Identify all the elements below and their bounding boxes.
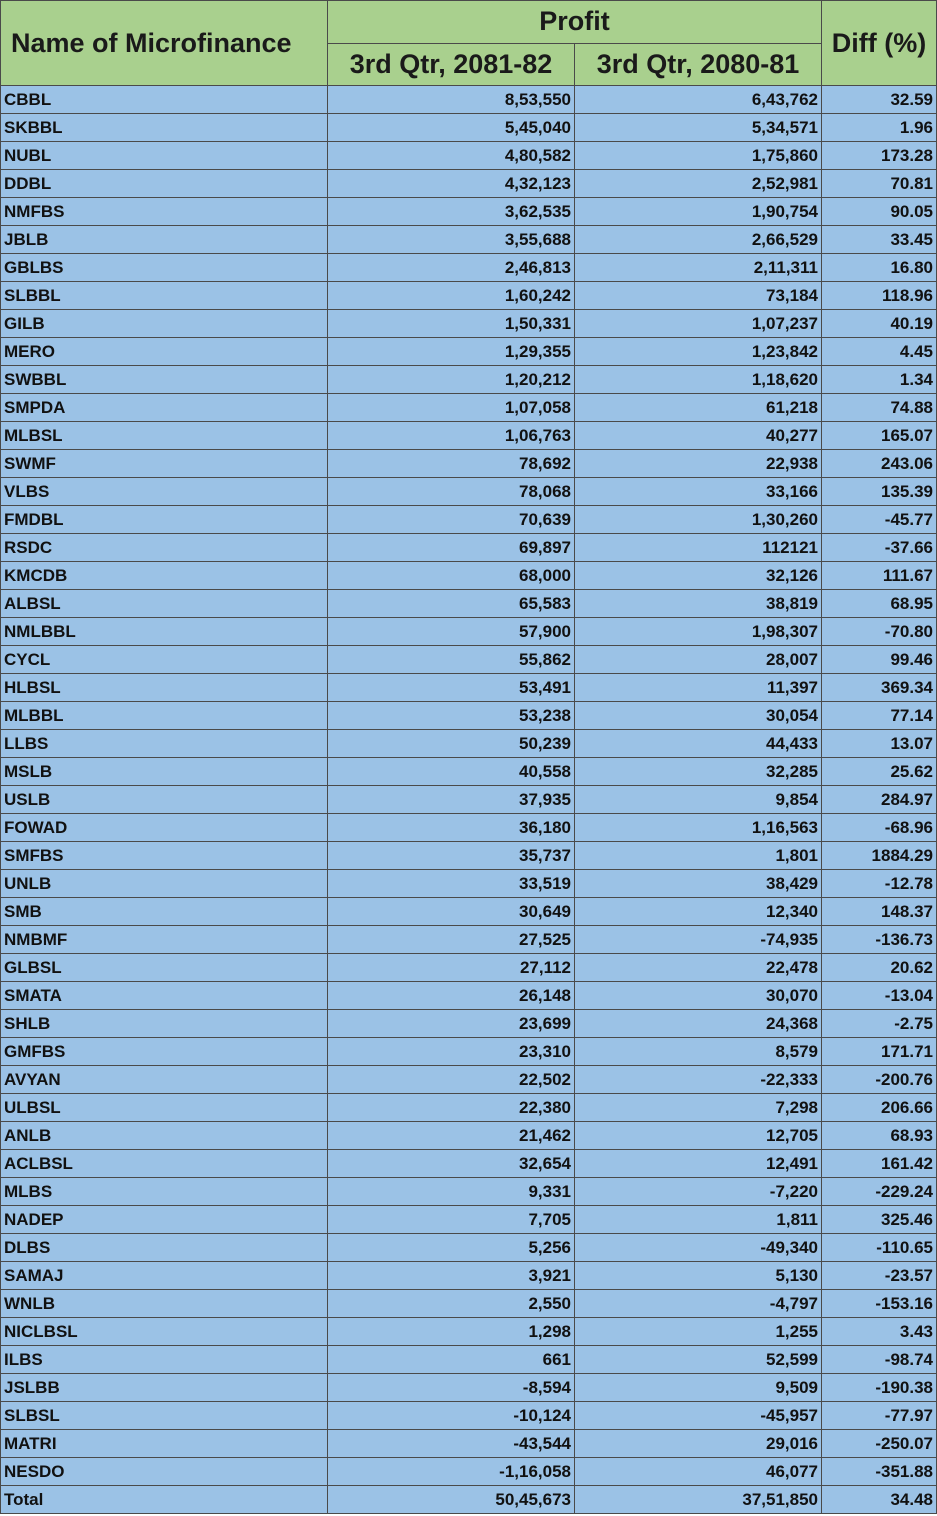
diff-percent-cell: 32.59	[822, 86, 937, 114]
microfinance-name-cell: MSLB	[1, 758, 328, 786]
table-row	[1, 814, 937, 842]
microfinance-name-cell: Total	[1, 1486, 328, 1514]
profit-2081-82-cell: 36,180	[328, 814, 575, 842]
diff-percent-cell: 165.07	[822, 422, 937, 450]
microfinance-name-cell: SAMAJ	[1, 1262, 328, 1290]
profit-2081-82-cell: 1,50,331	[328, 310, 575, 338]
microfinance-name-cell: ALBSL	[1, 590, 328, 618]
profit-2081-82-cell: 55,862	[328, 646, 575, 674]
profit-2081-82-cell: 4,80,582	[328, 142, 575, 170]
table-row	[1, 226, 937, 254]
profit-2081-82-cell: 1,20,212	[328, 366, 575, 394]
profit-2081-82-cell: -10,124	[328, 1402, 575, 1430]
profit-2081-82-cell: 1,29,355	[328, 338, 575, 366]
table-row	[1, 926, 937, 954]
profit-2081-82-cell: 23,310	[328, 1038, 575, 1066]
diff-percent-cell: -23.57	[822, 1262, 937, 1290]
microfinance-name-cell: ANLB	[1, 1122, 328, 1150]
table-row	[1, 198, 937, 226]
table-row	[1, 170, 937, 198]
microfinance-name-cell: SLBSL	[1, 1402, 328, 1430]
profit-2080-81-cell: 2,11,311	[575, 254, 822, 282]
profit-2080-81-cell: 52,599	[575, 1346, 822, 1374]
diff-percent-cell: 118.96	[822, 282, 937, 310]
table-row	[1, 1010, 937, 1038]
profit-2080-81-cell: 2,66,529	[575, 226, 822, 254]
table-body	[1, 86, 937, 1514]
profit-2081-82-cell: 27,112	[328, 954, 575, 982]
microfinance-name-cell: MATRI	[1, 1430, 328, 1458]
table-row	[1, 1290, 937, 1318]
table-row	[1, 254, 937, 282]
profit-2080-81-cell: 28,007	[575, 646, 822, 674]
table-row	[1, 422, 937, 450]
microfinance-name-cell: DDBL	[1, 170, 328, 198]
profit-2081-82-cell: 68,000	[328, 562, 575, 590]
profit-2081-82-cell: 8,53,550	[328, 86, 575, 114]
microfinance-name-cell: ACLBSL	[1, 1150, 328, 1178]
profit-2080-81-cell: 9,509	[575, 1374, 822, 1402]
total-row	[1, 1486, 937, 1514]
diff-percent-cell: 40.19	[822, 310, 937, 338]
profit-2081-82-cell: 21,462	[328, 1122, 575, 1150]
profit-2080-81-cell: 40,277	[575, 422, 822, 450]
profit-2081-82-cell: 53,238	[328, 702, 575, 730]
microfinance-name-cell: GILB	[1, 310, 328, 338]
profit-2080-81-cell: 1,23,842	[575, 338, 822, 366]
diff-percent-cell: -12.78	[822, 870, 937, 898]
profit-2081-82-cell: 78,068	[328, 478, 575, 506]
table-row	[1, 1122, 937, 1150]
profit-2081-82-cell: 70,639	[328, 506, 575, 534]
table-row	[1, 646, 937, 674]
profit-2080-81-cell: 1,07,237	[575, 310, 822, 338]
microfinance-name-cell: GBLBS	[1, 254, 328, 282]
name-column-header: Name of Microfinance	[1, 1, 328, 86]
table-row	[1, 534, 937, 562]
diff-percent-cell: 4.45	[822, 338, 937, 366]
profit-2081-82-cell: 3,921	[328, 1262, 575, 1290]
profit-2080-81-cell: 38,429	[575, 870, 822, 898]
table-row	[1, 1430, 937, 1458]
diff-percent-cell: -2.75	[822, 1010, 937, 1038]
diff-percent-cell: -153.16	[822, 1290, 937, 1318]
profit-2081-82-cell: 22,502	[328, 1066, 575, 1094]
profit-2080-81-cell: 1,801	[575, 842, 822, 870]
diff-percent-cell: 148.37	[822, 898, 937, 926]
profit-2081-82-cell: 5,256	[328, 1234, 575, 1262]
diff-percent-cell: -190.38	[822, 1374, 937, 1402]
table-row	[1, 590, 937, 618]
microfinance-name-cell: USLB	[1, 786, 328, 814]
diff-percent-cell: 161.42	[822, 1150, 937, 1178]
profit-2081-82-cell: 53,491	[328, 674, 575, 702]
microfinance-name-cell: SMB	[1, 898, 328, 926]
microfinance-name-cell: GMFBS	[1, 1038, 328, 1066]
table-row	[1, 338, 937, 366]
profit-2081-82-cell: 2,550	[328, 1290, 575, 1318]
diff-percent-cell: 206.66	[822, 1094, 937, 1122]
microfinance-name-cell: GLBSL	[1, 954, 328, 982]
diff-percent-cell: -45.77	[822, 506, 937, 534]
microfinance-name-cell: UNLB	[1, 870, 328, 898]
profit-2081-82-cell: 3,62,535	[328, 198, 575, 226]
diff-percent-cell: 33.45	[822, 226, 937, 254]
profit-2081-82-cell: 661	[328, 1346, 575, 1374]
profit-2081-82-cell: 57,900	[328, 618, 575, 646]
profit-2080-81-cell: 1,30,260	[575, 506, 822, 534]
profit-2081-82-cell: 2,46,813	[328, 254, 575, 282]
diff-percent-cell: 111.67	[822, 562, 937, 590]
diff-percent-cell: 99.46	[822, 646, 937, 674]
microfinance-name-cell: MLBS	[1, 1178, 328, 1206]
microfinance-name-cell: SWMF	[1, 450, 328, 478]
profit-2080-81-cell: 7,298	[575, 1094, 822, 1122]
profit-2081-82-cell: 50,45,673	[328, 1486, 575, 1514]
table-row	[1, 394, 937, 422]
profit-2081-82-cell: 50,239	[328, 730, 575, 758]
profit-2080-81-cell: 46,077	[575, 1458, 822, 1486]
profit-2081-82-cell: 4,32,123	[328, 170, 575, 198]
table-row	[1, 1038, 937, 1066]
profit-2080-81-cell: 1,16,563	[575, 814, 822, 842]
microfinance-name-cell: MERO	[1, 338, 328, 366]
diff-percent-cell: 325.46	[822, 1206, 937, 1234]
profit-2081-82-cell: 3,55,688	[328, 226, 575, 254]
microfinance-name-cell: CBBL	[1, 86, 328, 114]
table-row	[1, 702, 937, 730]
microfinance-name-cell: SHLB	[1, 1010, 328, 1038]
diff-percent-cell: -37.66	[822, 534, 937, 562]
table-row	[1, 1234, 937, 1262]
profit-2081-82-cell: 1,07,058	[328, 394, 575, 422]
profit-2081-82-cell: 78,692	[328, 450, 575, 478]
profit-2080-81-cell: 1,90,754	[575, 198, 822, 226]
profit-2081-82-cell: 40,558	[328, 758, 575, 786]
diff-column-header: Diff (%)	[822, 1, 937, 86]
diff-percent-cell: 77.14	[822, 702, 937, 730]
microfinance-name-cell: SWBBL	[1, 366, 328, 394]
profit-2081-82-cell: 9,331	[328, 1178, 575, 1206]
table-row	[1, 478, 937, 506]
diff-percent-cell: 173.28	[822, 142, 937, 170]
microfinance-name-cell: FOWAD	[1, 814, 328, 842]
diff-percent-cell: 70.81	[822, 170, 937, 198]
table-row	[1, 1402, 937, 1430]
profit-2081-82-cell: 5,45,040	[328, 114, 575, 142]
diff-percent-cell: -110.65	[822, 1234, 937, 1262]
microfinance-name-cell: DLBS	[1, 1234, 328, 1262]
microfinance-name-cell: SLBBL	[1, 282, 328, 310]
profit-2081-82-cell: 27,525	[328, 926, 575, 954]
profit-2081-82-cell: -1,16,058	[328, 1458, 575, 1486]
diff-percent-cell: -200.76	[822, 1066, 937, 1094]
diff-percent-cell: 1884.29	[822, 842, 937, 870]
diff-percent-cell: 13.07	[822, 730, 937, 758]
profit-2080-81-cell: 37,51,850	[575, 1486, 822, 1514]
profit-2080-81-cell: 12,340	[575, 898, 822, 926]
table-row	[1, 1150, 937, 1178]
microfinance-name-cell: FMDBL	[1, 506, 328, 534]
diff-percent-cell: -70.80	[822, 618, 937, 646]
diff-percent-cell: 25.62	[822, 758, 937, 786]
table-row	[1, 758, 937, 786]
profit-2080-81-cell: -74,935	[575, 926, 822, 954]
profit-2080-81-cell: -22,333	[575, 1066, 822, 1094]
profit-2080-81-cell: -7,220	[575, 1178, 822, 1206]
table-row	[1, 1206, 937, 1234]
profit-2080-81-cell: 12,705	[575, 1122, 822, 1150]
diff-percent-cell: -136.73	[822, 926, 937, 954]
table-row	[1, 954, 937, 982]
table-row	[1, 562, 937, 590]
diff-percent-cell: 68.93	[822, 1122, 937, 1150]
profit-2080-81-cell: 1,75,860	[575, 142, 822, 170]
profit-2080-81-cell: 5,34,571	[575, 114, 822, 142]
diff-percent-cell: 171.71	[822, 1038, 937, 1066]
profit-2080-81-cell: 38,819	[575, 590, 822, 618]
profit-2080-81-cell: 8,579	[575, 1038, 822, 1066]
profit-2080-81-cell: 33,166	[575, 478, 822, 506]
microfinance-name-cell: HLBSL	[1, 674, 328, 702]
diff-percent-cell: -98.74	[822, 1346, 937, 1374]
profit-2080-81-cell: 61,218	[575, 394, 822, 422]
profit-2080-81-cell: 22,478	[575, 954, 822, 982]
diff-percent-cell: 284.97	[822, 786, 937, 814]
profit-2081-82-cell: 23,699	[328, 1010, 575, 1038]
profit-2081-82-cell: 32,654	[328, 1150, 575, 1178]
profit-2080-81-cell: 30,070	[575, 982, 822, 1010]
microfinance-name-cell: ILBS	[1, 1346, 328, 1374]
diff-percent-cell: 34.48	[822, 1486, 937, 1514]
q-2080-81-header: 3rd Qtr, 2080-81	[575, 43, 822, 86]
table-row	[1, 618, 937, 646]
profit-2080-81-cell: 5,130	[575, 1262, 822, 1290]
profit-2080-81-cell: 73,184	[575, 282, 822, 310]
profit-2081-82-cell: 33,519	[328, 870, 575, 898]
profit-2081-82-cell: 37,935	[328, 786, 575, 814]
table-row	[1, 674, 937, 702]
q-2081-82-header: 3rd Qtr, 2081-82	[328, 43, 575, 86]
table-row	[1, 730, 937, 758]
profit-2081-82-cell: 1,06,763	[328, 422, 575, 450]
profit-2080-81-cell: 12,491	[575, 1150, 822, 1178]
microfinance-name-cell: NADEP	[1, 1206, 328, 1234]
diff-percent-cell: -68.96	[822, 814, 937, 842]
microfinance-name-cell: ULBSL	[1, 1094, 328, 1122]
microfinance-name-cell: MLBBL	[1, 702, 328, 730]
microfinance-name-cell: CYCL	[1, 646, 328, 674]
profit-2081-82-cell: 1,298	[328, 1318, 575, 1346]
profit-2080-81-cell: -45,957	[575, 1402, 822, 1430]
diff-percent-cell: -77.97	[822, 1402, 937, 1430]
profit-2080-81-cell: 32,285	[575, 758, 822, 786]
profit-2080-81-cell: 112121	[575, 534, 822, 562]
profit-2081-82-cell: 7,705	[328, 1206, 575, 1234]
profit-2080-81-cell: -4,797	[575, 1290, 822, 1318]
diff-percent-cell: 90.05	[822, 198, 937, 226]
diff-percent-cell: 1.34	[822, 366, 937, 394]
profit-2081-82-cell: 65,583	[328, 590, 575, 618]
table-row	[1, 366, 937, 394]
diff-percent-cell: -250.07	[822, 1430, 937, 1458]
diff-percent-cell: -13.04	[822, 982, 937, 1010]
profit-2080-81-cell: 44,433	[575, 730, 822, 758]
microfinance-name-cell: KMCDB	[1, 562, 328, 590]
table-row	[1, 142, 937, 170]
table-row	[1, 282, 937, 310]
microfinance-name-cell: RSDC	[1, 534, 328, 562]
profit-2081-82-cell: 26,148	[328, 982, 575, 1010]
microfinance-name-cell: JBLB	[1, 226, 328, 254]
microfinance-name-cell: NMLBBL	[1, 618, 328, 646]
diff-percent-cell: 68.95	[822, 590, 937, 618]
microfinance-name-cell: NUBL	[1, 142, 328, 170]
profit-2081-82-cell: -8,594	[328, 1374, 575, 1402]
table-row	[1, 982, 937, 1010]
profit-2080-81-cell: 6,43,762	[575, 86, 822, 114]
microfinance-name-cell: SMPDA	[1, 394, 328, 422]
microfinance-name-cell: AVYAN	[1, 1066, 328, 1094]
profit-2080-81-cell: 2,52,981	[575, 170, 822, 198]
table-row	[1, 842, 937, 870]
diff-percent-cell: 74.88	[822, 394, 937, 422]
diff-percent-cell: 16.80	[822, 254, 937, 282]
profit-2080-81-cell: 11,397	[575, 674, 822, 702]
diff-percent-cell: 1.96	[822, 114, 937, 142]
profit-2080-81-cell: 29,016	[575, 1430, 822, 1458]
profit-2080-81-cell: 22,938	[575, 450, 822, 478]
profit-2080-81-cell: 24,368	[575, 1010, 822, 1038]
table-row	[1, 1066, 937, 1094]
profit-2081-82-cell: 35,737	[328, 842, 575, 870]
microfinance-name-cell: VLBS	[1, 478, 328, 506]
table-row	[1, 898, 937, 926]
table-row	[1, 506, 937, 534]
profit-2081-82-cell: -43,544	[328, 1430, 575, 1458]
table-row	[1, 1374, 937, 1402]
diff-percent-cell: -351.88	[822, 1458, 937, 1486]
profit-2080-81-cell: 1,18,620	[575, 366, 822, 394]
profit-2080-81-cell: 1,811	[575, 1206, 822, 1234]
profit-2081-82-cell: 22,380	[328, 1094, 575, 1122]
table-row	[1, 1458, 937, 1486]
microfinance-name-cell: WNLB	[1, 1290, 328, 1318]
diff-percent-cell: 369.34	[822, 674, 937, 702]
microfinance-name-cell: MLBSL	[1, 422, 328, 450]
profit-2080-81-cell: -49,340	[575, 1234, 822, 1262]
table-row	[1, 310, 937, 338]
microfinance-name-cell: NICLBSL	[1, 1318, 328, 1346]
profit-2081-82-cell: 69,897	[328, 534, 575, 562]
microfinance-name-cell: LLBS	[1, 730, 328, 758]
table-row	[1, 1178, 937, 1206]
table-row	[1, 1094, 937, 1122]
table-row	[1, 450, 937, 478]
diff-percent-cell: 3.43	[822, 1318, 937, 1346]
microfinance-name-cell: JSLBB	[1, 1374, 328, 1402]
diff-percent-cell: 20.62	[822, 954, 937, 982]
profit-2080-81-cell: 1,255	[575, 1318, 822, 1346]
profit-2081-82-cell: 30,649	[328, 898, 575, 926]
table-row	[1, 1262, 937, 1290]
profit-2080-81-cell: 9,854	[575, 786, 822, 814]
table-row	[1, 786, 937, 814]
profit-group-header: Profit	[328, 1, 822, 44]
microfinance-name-cell: NMBMF	[1, 926, 328, 954]
table-row	[1, 1346, 937, 1374]
diff-percent-cell: 135.39	[822, 478, 937, 506]
profit-2081-82-cell: 1,60,242	[328, 282, 575, 310]
table-header	[1, 1, 937, 86]
diff-percent-cell: -229.24	[822, 1178, 937, 1206]
profit-2080-81-cell: 1,98,307	[575, 618, 822, 646]
table-row	[1, 1318, 937, 1346]
microfinance-name-cell: SMATA	[1, 982, 328, 1010]
microfinance-name-cell: SMFBS	[1, 842, 328, 870]
table-row	[1, 870, 937, 898]
microfinance-name-cell: NMFBS	[1, 198, 328, 226]
profit-2080-81-cell: 30,054	[575, 702, 822, 730]
table-row	[1, 86, 937, 114]
profit-2080-81-cell: 32,126	[575, 562, 822, 590]
microfinance-name-cell: SKBBL	[1, 114, 328, 142]
table-row	[1, 114, 937, 142]
diff-percent-cell: 243.06	[822, 450, 937, 478]
microfinance-name-cell: NESDO	[1, 1458, 328, 1486]
